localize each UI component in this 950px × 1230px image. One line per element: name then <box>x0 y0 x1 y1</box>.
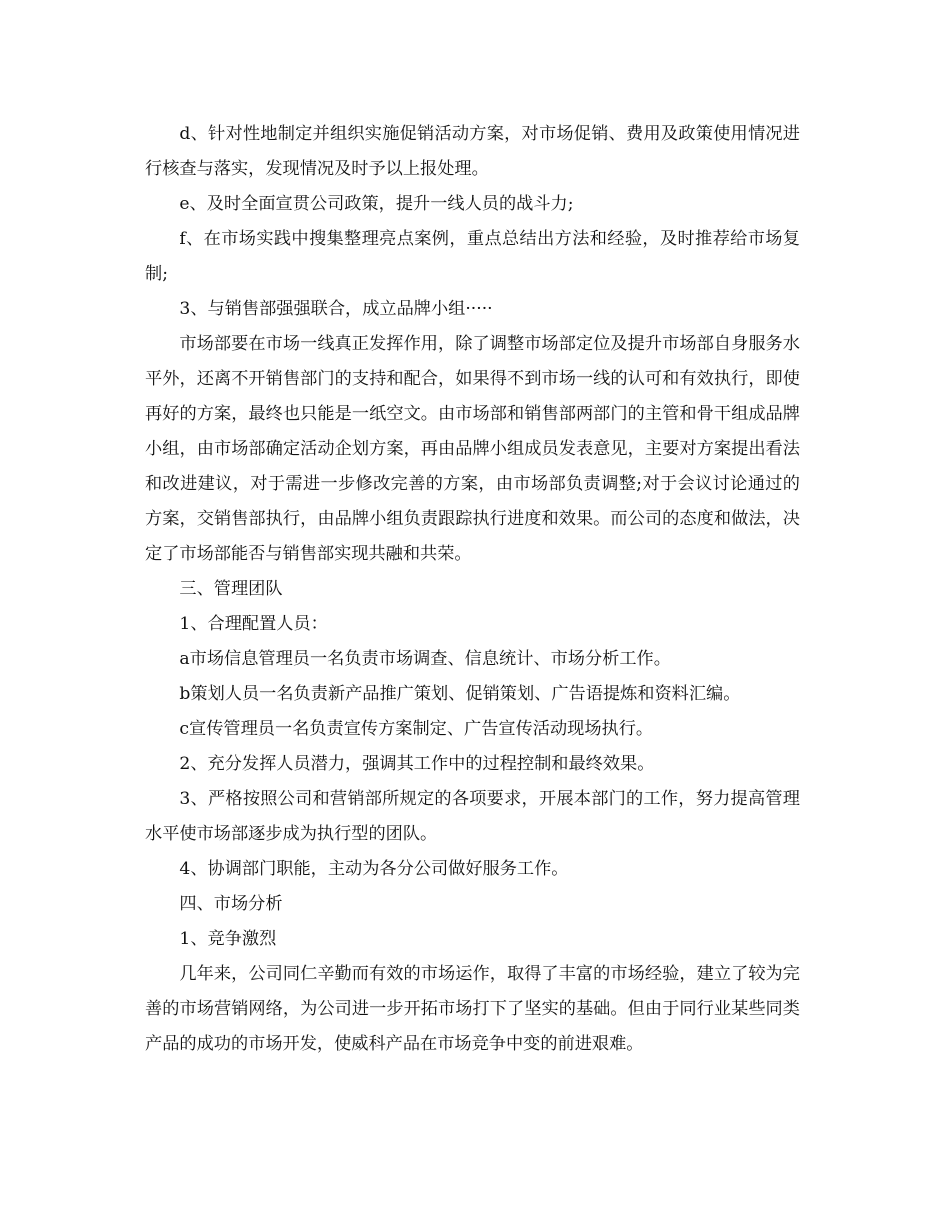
heading-competition: 1、竞争激烈 <box>179 929 277 949</box>
paragraph-coordination: 4、协调部门职能，主动为各分公司做好服务工作。 <box>179 859 569 879</box>
heading-staffing: 1、合理配置人员： <box>179 614 328 634</box>
list-item-a: a市场信息管理员一名负责市场调查、信息统计、市场分析工作。 <box>179 649 671 669</box>
section-heading-market-analysis: 四、市场分析 <box>179 894 283 914</box>
section-heading-management: 三、管理团队 <box>179 579 283 599</box>
paragraph-potential: 2、充分发挥人员潜力，强调其工作中的过程控制和最终效果。 <box>179 754 655 774</box>
paragraph-competition-body: 几年来，公司同仁辛勤而有效的市场运作，取得了丰富的市场经验，建立了较为完善的市场营销网络，为公司进一步开拓市场打下了坚实的基础。但由于同行业某些同类产品的成功的市场开发，使威科产品在市场竞争中变的前进艰难。 <box>145 964 800 1054</box>
list-item-b: b策划人员一名负责新产品推广策划、促销策划、广告语提炼和资料汇编。 <box>179 684 741 704</box>
list-item-c: c宣传管理员一名负责宣传方案制定、广告宣传活动现场执行。 <box>179 719 654 739</box>
paragraph-brand-team-body: 市场部要在市场一线真正发挥作用，除了调整市场部定位及提升市场部自身服务水平外，还离不开销售部门的支持和配合，如果得不到市场一线的认可和有效执行，即使再好的方案，最终也只能是一纸空文。由市场部和销售部两部门的主管和骨干组成品牌小组，由市场部确定活动企划方案，再由品牌小组成员发表意见，主要对方案提出看法和改进建议，对于需进一步修改完善的方案，由市场部负责调整;对于会议讨论通过的方案，交销售部执行，由品牌小组负责跟踪执行进度和效果。而公司的态度和做法，决定了市场部能否与销售部实现共融和共荣。 <box>145 334 800 564</box>
heading-brand-team: 3、与销售部强强联合，成立品牌小组····· <box>179 299 493 319</box>
paragraph-requirements: 3、严格按照公司和营销部所规定的各项要求，开展本部门的工作，努力提高管理水平使市场部逐步成为执行型的团队。 <box>145 789 800 844</box>
paragraph-e-policy: e、及时全面宣贯公司政策，提升一线人员的战斗力; <box>179 194 574 214</box>
paragraph-f-cases: f、在市场实践中搜集整理亮点案例，重点总结出方法和经验，及时推荐给市场复制; <box>145 229 800 284</box>
paragraph-d-promotion: d、针对性地制定并组织实施促销活动方案，对市场促销、费用及政策使用情况进行核查与落实，发现情况及时予以上报处理。 <box>145 124 800 179</box>
